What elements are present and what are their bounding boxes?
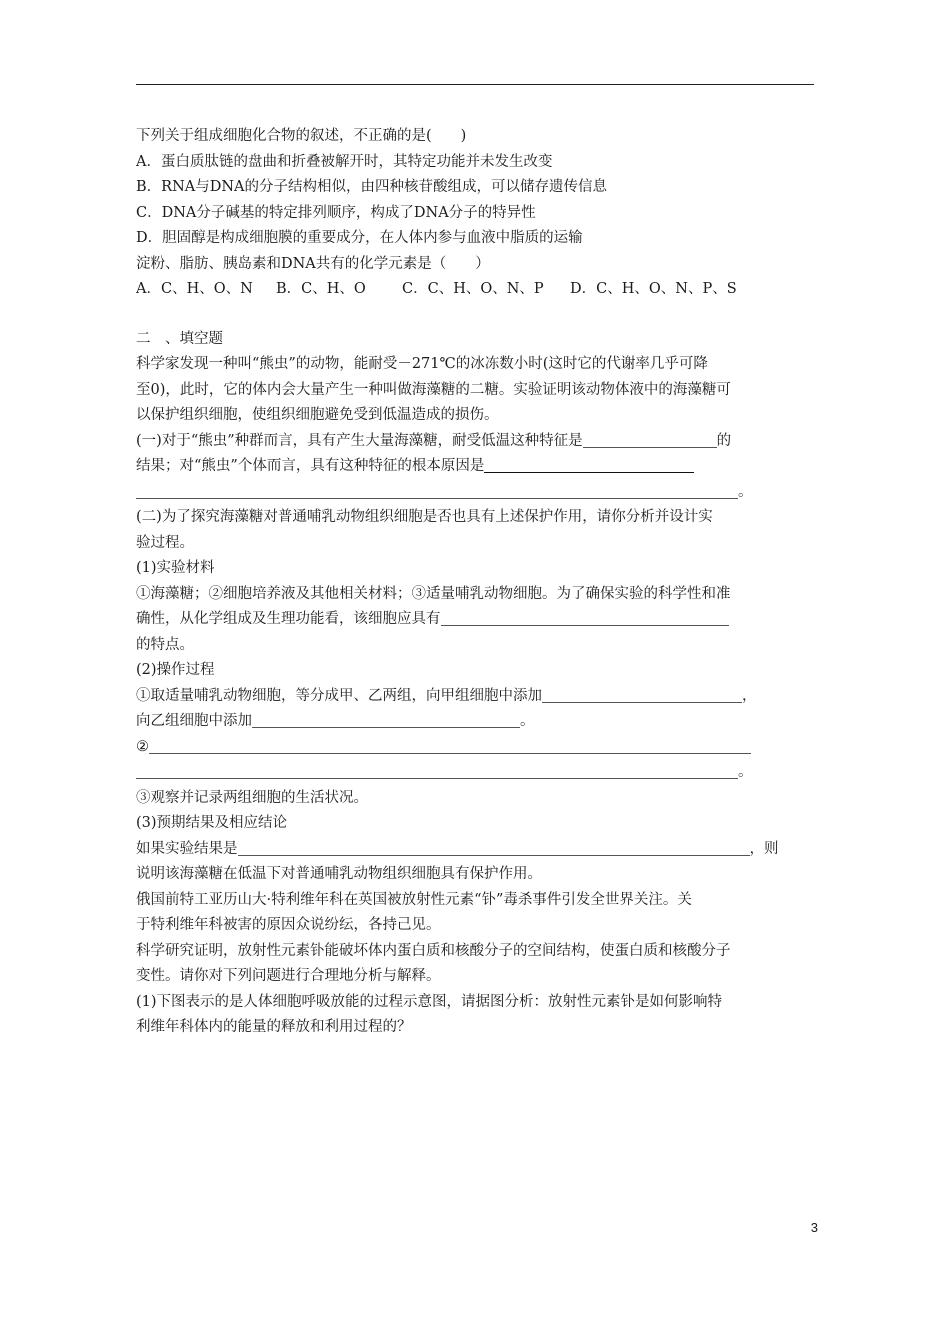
- q4-line1: 俄国前特工亚历山大·特利维年科在英国被放射性元素“钋”毒杀事件引发全世界关注。关: [136, 891, 692, 908]
- answer-blank-8[interactable]: [136, 762, 738, 779]
- q3-part1-line3: [136, 480, 814, 506]
- q3-step3-suffix: ，则: [749, 840, 779, 857]
- q3-part1-suffix: 的: [716, 432, 732, 449]
- answer-blank-5[interactable]: [542, 686, 742, 703]
- q3-step3-text: 如果实验结果是: [136, 840, 238, 857]
- q3-part2-line2: 验过程。: [136, 534, 194, 551]
- q3-part1-line2: [136, 454, 814, 480]
- q3-step2-heading: (2)操作过程: [136, 662, 215, 678]
- q3-intro-line1: 科学家发现一种叫“熊虫”的动物，能耐受－271℃的冰冻数小时(这时它的代谢率几乎可降: [136, 356, 708, 372]
- q2-options: [136, 277, 814, 303]
- q2-option-c: C．C、H、O、N、P: [402, 281, 544, 297]
- q3-part1-line1: [136, 429, 814, 455]
- q2-option-d: D．C、H、O、N、P、S: [570, 281, 737, 297]
- section-heading: 二 、填空题: [136, 330, 223, 347]
- page-number: 3: [810, 1220, 818, 1235]
- q1-option-d: D．胆固醇是构成细胞膜的重要成分，在人体内参与血液中脂质的运输: [136, 230, 583, 246]
- answer-blank-4[interactable]: [441, 609, 729, 626]
- q2-stem: 淀粉、脂肪、胰岛素和DNA共有的化学元素是（ ）: [136, 255, 490, 272]
- q1-option-b: B．RNA与DNA的分子结构相似，由四种核苷酸组成，可以储存遗传信息: [136, 179, 608, 195]
- q3-step3-heading: (3)预期结果及相应结论: [136, 815, 288, 831]
- q2-option-a: A．C、H、O、N: [136, 281, 253, 297]
- q3-step2-line2: [136, 709, 814, 735]
- q1-option-c: C．DNA分子碱基的特定排列顺序，构成了DNA分子的特异性: [136, 204, 536, 221]
- q3-part2-line1: (二)为了探究海藻糖对普通哺乳动物组织细胞是否也具有上述保护作用，请你分析并设计实: [136, 509, 713, 525]
- q4-line3: 科学研究证明，放射性元素钋能破坏体内蛋白质和核酸分子的空间结构，使蛋白质和核酸分子: [136, 942, 731, 959]
- q4-line5: (1)下图表示的是人体细胞呼吸放能的过程示意图，请据图分析：放射性元素钋是如何影响特: [136, 993, 723, 1010]
- q3-step3-line1: [136, 837, 814, 863]
- q3-step2-line4: [136, 760, 814, 786]
- answer-blank-1[interactable]: [583, 431, 717, 448]
- q3-step1-line1: ①海藻糖；②细胞培养液及其他相关材料；③适量哺乳动物细胞。为了确保实验的科学性和准: [136, 585, 731, 602]
- q2-option-b: B．C、H、O: [276, 281, 366, 297]
- q4-line4: 变性。请你对下列问题进行合理地分析与解释。: [136, 968, 441, 984]
- q3-step2-line1: [136, 684, 814, 710]
- q3-step1-line2: [136, 607, 814, 633]
- header-rule: [136, 84, 814, 85]
- q4-line2: 于特利维年科被害的原因众说纷纭，各持己见。: [136, 917, 441, 933]
- q4-line6: 利维年科体内的能量的释放和利用过程的？: [136, 1019, 412, 1035]
- answer-blank-9[interactable]: [238, 839, 750, 856]
- answer-blank-3[interactable]: [136, 482, 738, 499]
- q3-part1-text2: 结果；对“熊虫”个体而言，具有这种特征的根本原因是: [136, 458, 485, 474]
- q3-part1-text: (一)对于“熊虫”种群而言，具有产生大量海藻糖，耐受低温这种特征是: [136, 432, 583, 449]
- answer-blank-2[interactable]: [484, 456, 694, 473]
- q3-step1-text: 确性，从化学组成及生理功能看，该细胞应具有: [136, 611, 441, 627]
- q3-step2-text2: 向乙组细胞中添加: [136, 713, 252, 729]
- q3-step2-line5: ③观察并记录两组细胞的生活状况。: [136, 789, 368, 806]
- period: 。: [738, 764, 753, 780]
- comma: ，: [742, 687, 757, 704]
- q3-intro-line3: 以保护组织细胞，使组织细胞避免受到低温造成的损伤。: [136, 407, 499, 423]
- q3-step2-line3: [136, 735, 814, 761]
- answer-blank-6[interactable]: [252, 711, 520, 728]
- q1-option-a: A．蛋白质肽链的盘曲和折叠被解开时，其特定功能并未发生改变: [136, 153, 553, 170]
- q1-stem: 下列关于组成细胞化合物的叙述，不正确的是( ): [136, 128, 467, 144]
- period: 。: [738, 483, 753, 500]
- answer-blank-7[interactable]: [149, 737, 751, 754]
- q3-step2-text: ①取适量哺乳动物细胞，等分成甲、乙两组，向甲组细胞中添加: [136, 687, 542, 704]
- q3-step2-marker: ②: [136, 738, 149, 755]
- q3-step1-heading: (1)实验材料: [136, 560, 215, 576]
- period: 。: [520, 713, 535, 729]
- document-body: [136, 124, 814, 1041]
- q3-intro-line2: 至0)，此时，它的体内会大量产生一种叫做海藻糖的二糖。实验证明该动物体液中的海藻糖可: [136, 381, 731, 398]
- q3-step1-line3: 的特点。: [136, 636, 194, 653]
- q3-step3-line2: 说明该海藻糖在低温下对普通哺乳动物组织细胞具有保护作用。: [136, 866, 542, 882]
